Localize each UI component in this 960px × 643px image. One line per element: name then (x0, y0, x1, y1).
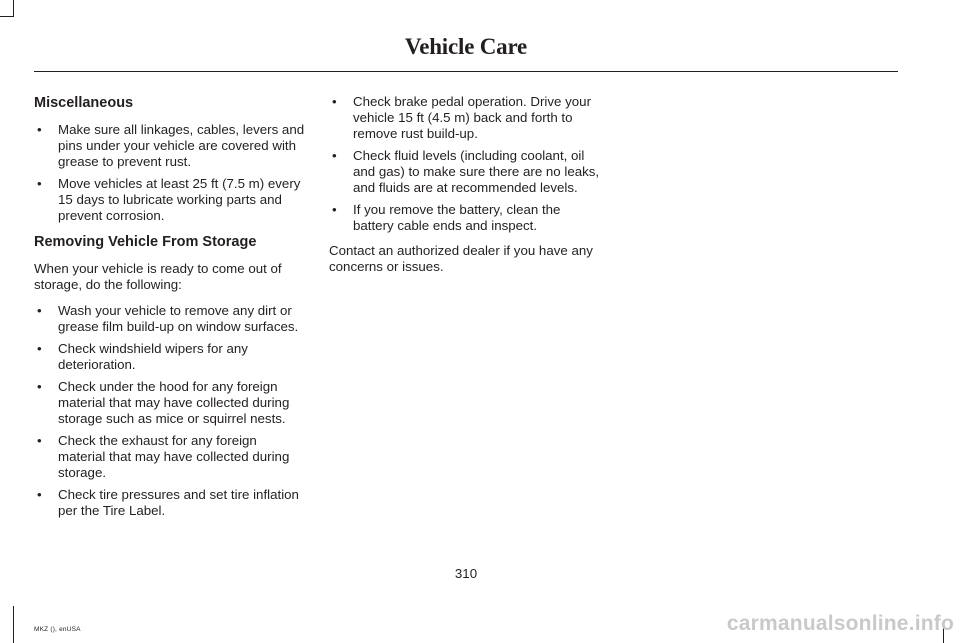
continued-list (329, 94, 601, 234)
list-item-text: Check tire pressures and set tire inflation per the Tire Label. (58, 487, 299, 518)
left-column (34, 94, 306, 528)
miscellaneous-heading: Miscellaneous (34, 95, 134, 111)
closing-paragraph: Contact an authorized dealer if you have any concerns or issues. (329, 243, 593, 274)
crop-mark-bottom-left-vertical (13, 606, 14, 643)
list-item (34, 176, 306, 224)
list-item-text: Move vehicles at least 25 ft (7.5 m) every 15 days to lubricate working parts and prevent corrosion. (58, 176, 301, 223)
document-code: MKZ (), enUSA (34, 626, 81, 633)
miscellaneous-list (34, 122, 306, 224)
list-item-text: Check fluid levels (including coolant, oil and gas) to make sure there are no leaks, and fluids are at recommended levels. (353, 148, 600, 195)
list-item-text: Check brake pedal operation. Drive your vehicle 15 ft (4.5 m) back and forth to remove rust build-up. (353, 94, 591, 141)
list-item (329, 202, 601, 234)
removing-list (34, 303, 306, 519)
bullet-icon: • (332, 94, 337, 109)
list-item (34, 341, 306, 373)
page-title: Vehicle Care (404, 34, 528, 59)
header-divider (34, 71, 898, 72)
bullet-icon: • (332, 202, 337, 217)
bullet-icon: • (37, 341, 42, 356)
list-item-text: Make sure all linkages, cables, levers and pins under your vehicle are covered with grease to prevent rust. (58, 122, 305, 169)
bullet-icon: • (37, 433, 42, 448)
bullet-icon: • (37, 122, 42, 137)
crop-mark-top-left-vertical (13, 0, 14, 17)
bullet-icon: • (37, 176, 42, 191)
list-item-text: If you remove the battery, clean the battery cable ends and inspect. (353, 202, 561, 233)
list-item-text: Check windshield wipers for any deterioration. (58, 341, 248, 372)
watermark: carmanualsonline.info (726, 612, 954, 635)
removing-intro: When your vehicle is ready to come out of storage, do the following: (34, 261, 282, 292)
list-item (34, 379, 306, 427)
list-item (329, 148, 601, 196)
bullet-icon: • (37, 303, 42, 318)
list-item (329, 94, 601, 142)
page-number: 310 (454, 566, 478, 581)
list-item-text: Check under the hood for any foreign material that may have collected during storage such as mice or squirrel nests. (58, 379, 290, 426)
bullet-icon: • (37, 379, 42, 394)
list-item-text: Wash your vehicle to remove any dirt or grease film build-up on window surfaces. (58, 303, 299, 334)
bullet-icon: • (37, 487, 42, 502)
crop-mark-top-left-horizontal (0, 16, 14, 17)
list-item-text: Check the exhaust for any foreign material that may have collected during storage. (58, 433, 290, 480)
list-item (34, 487, 306, 519)
bullet-icon: • (332, 148, 337, 163)
list-item (34, 122, 306, 170)
list-item (34, 433, 306, 481)
list-item (34, 303, 306, 335)
removing-vehicle-heading: Removing Vehicle From Storage (34, 234, 257, 250)
right-column (329, 94, 601, 285)
